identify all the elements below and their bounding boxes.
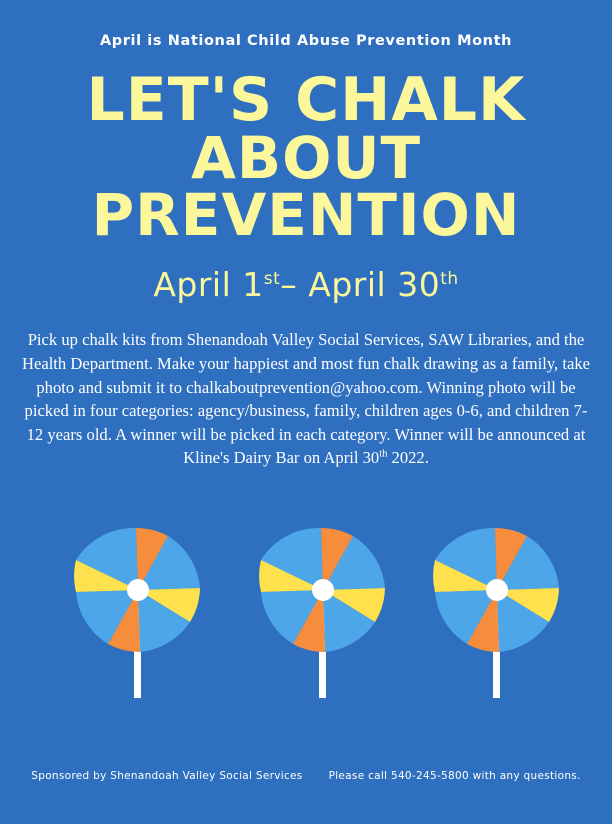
pinwheel-illustration-group — [0, 512, 612, 712]
headline-line-1: LET'S CHALK — [86, 65, 526, 135]
body-copy-segment-2: 2022. — [387, 448, 429, 468]
headline-line-2: ABOUT — [190, 123, 422, 192]
date-range-end: April 30 — [308, 265, 441, 305]
body-copy-superscript: th — [379, 448, 388, 460]
footer-contact: Please call 540-245-5800 with any questions. — [328, 770, 581, 782]
footer-sponsor: Sponsored by Shenandoah Valley Social Services — [31, 770, 303, 782]
body-copy-segment-1: Pick up chalk kits from Shenandoah Valley Social Services, SAW Libraries, and the Health Department. Make your happiest and most fun chalk drawing as a family, take photo and submit it to chalkaboutprevention@yahoo.com. Winning photo will be picked in four categories: agency/business, family, children ages 0-6, and children 7-12 years old. A winner will be picked in each category. Winner will be announced at Kline's Dairy Bar on April 30 — [21, 330, 590, 468]
date-range-end-suffix: th — [440, 269, 459, 290]
pinwheel-icon — [243, 512, 403, 702]
page-title — [0, 65, 612, 249]
pinwheel-icon — [58, 512, 218, 702]
body-copy — [18, 328, 594, 469]
date-range-start-suffix: st — [263, 269, 281, 290]
date-range-start: April 1 — [153, 265, 264, 305]
poster-eyebrow: April is National Child Abuse Prevention Month — [99, 33, 513, 49]
date-range — [0, 265, 612, 304]
headline-line-3: PREVENTION — [91, 180, 521, 249]
pinwheel-icon — [417, 512, 577, 702]
poster-footer — [0, 770, 612, 782]
date-range-separator: – — [280, 265, 309, 305]
